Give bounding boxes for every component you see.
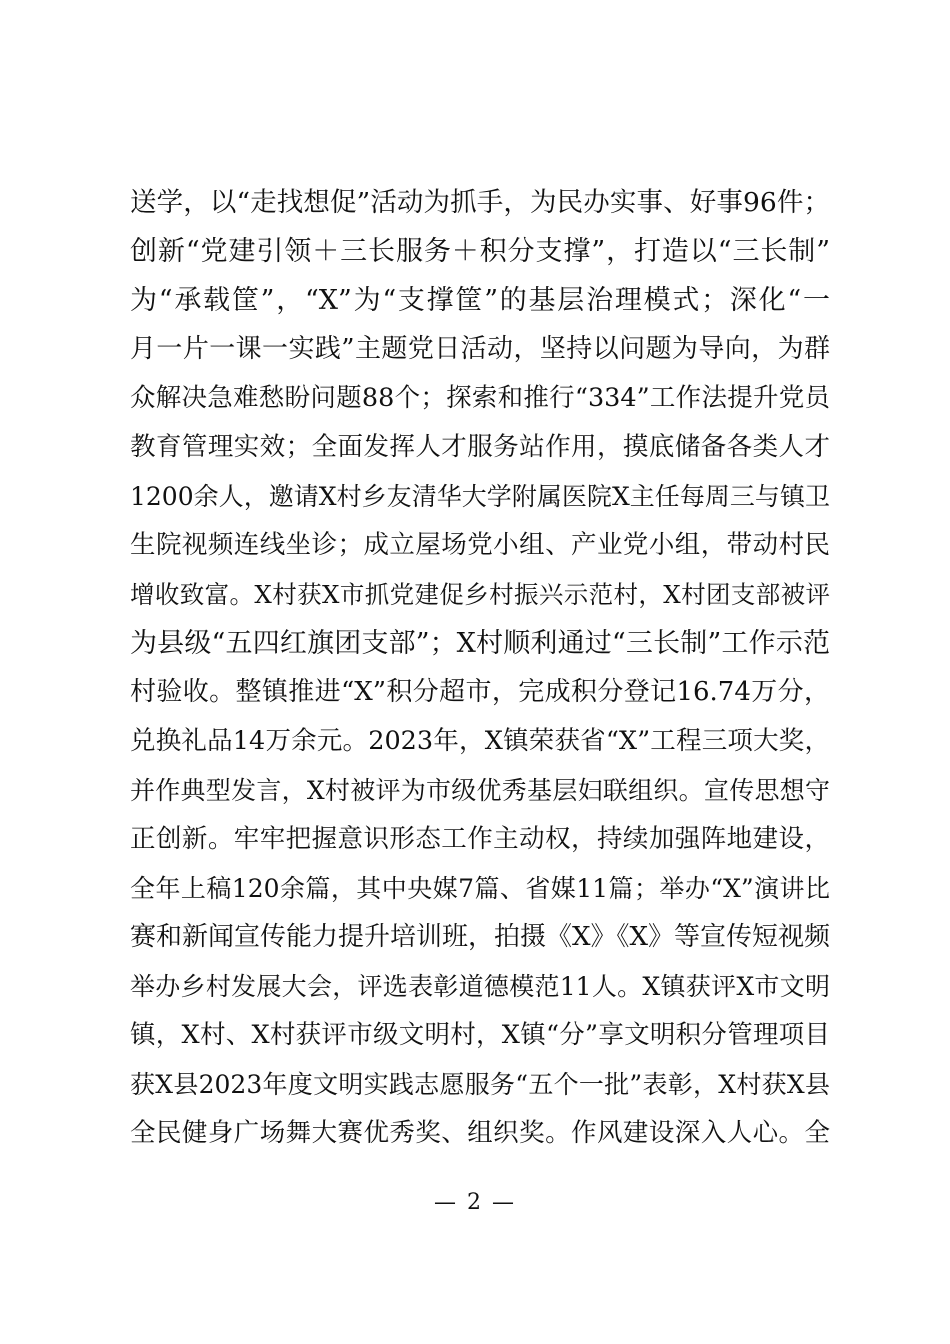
text-line: 举办乡村发展大会，评选表彰道德模范11人。X镇获评X市文明 [130,972,830,1001]
text-line: 镇，X村、X村获评市级文明村，X镇“分”享文明积分管理项目 [130,1020,830,1050]
text-line: 村验收。整镇推进“X”积分超市，完成积分登记16.74万分， [130,677,830,707]
text-line: 全民健身广场舞大赛优秀奖、组织奖。作风建设深入人心。全 [130,1118,830,1148]
text-line: 正创新。牢牢把握意识形态工作主动权，持续加强阵地建设， [130,824,830,854]
text-line: 为县级“五四红旗团支部”；X村顺利通过“三长制”工作示范 [130,628,830,659]
text-line: 月一片一课一实践”主题党日活动，坚持以问题为导向，为群 [130,334,830,364]
text-line: 教育管理实效；全面发挥人才服务站作用，摸底储备各类人才 [130,432,830,462]
text-line: 兑换礼品14万余元。2023年，X镇荣获省“X”工程三项大奖， [130,726,830,756]
text-line: 1200余人，邀请X村乡友清华大学附属医院X主任每周三与镇卫 [130,482,830,511]
text-line: 创新“党建引领＋三长服务＋积分支撑”，打造以“三长制” [130,236,830,267]
text-line: 为“承载筐”，“X”为“支撑筐”的基层治理模式；深化“一 [130,285,830,316]
text-line: 增收致富。X村获X市抓党建促乡村振兴示范村，X村团支部被评 [130,580,830,609]
text-line: 众解决急难愁盼问题88个；探索和推行“334”工作法提升党员 [130,383,830,413]
text-line: 送学，以“走找想促”活动为抓手，为民办实事、好事96件； [130,187,830,218]
text-line: 生院视频连线坐诊；成立屋场党小组、产业党小组，带动村民 [130,530,830,560]
text-line: 赛和新闻宣传能力提升培训班，拍摄《X》《X》等宣传短视频 [130,922,831,952]
body-text [130,178,830,1158]
page-number: — 2 — [434,1190,516,1215]
text-line: 全年上稿120余篇，其中央媒7篇、省媒11篇；举办“X”演讲比 [130,874,830,903]
text-line: 获X县2023年度文明实践志愿服务“五个一批”表彰，X村获X县 [130,1070,830,1099]
text-line: 并作典型发言，X村被评为市级优秀基层妇联组织。宣传思想守 [130,776,830,805]
